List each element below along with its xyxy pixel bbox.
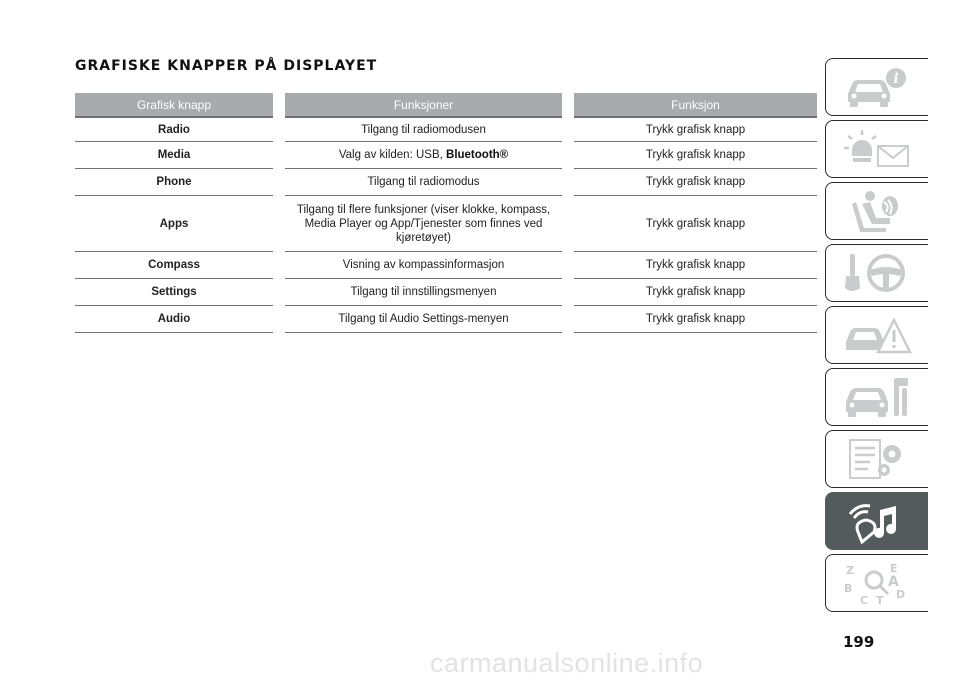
table-row (75, 196, 817, 252)
table-row (75, 169, 817, 196)
button-description: Tilgang til Audio Settings-menyen (285, 306, 562, 333)
page-number: 199 (843, 633, 875, 651)
button-function: Trykk grafisk knapp (574, 116, 817, 142)
chapter-tab-car-info[interactable] (825, 58, 928, 116)
button-description: Tilgang til flere funksjoner (viser klokke, kompass, Media Player og App/Tjenester som finnes ved kjøretøyet) (285, 196, 562, 252)
chapter-tab-safety[interactable] (825, 182, 928, 240)
button-name: Audio (75, 306, 273, 333)
column-header-graphic-button: Grafisk knapp (75, 93, 273, 116)
table-row (75, 142, 817, 169)
button-description: Tilgang til innstillingsmenyen (285, 279, 562, 306)
warning-lights-message-icon (840, 126, 914, 172)
button-function: Trykk grafisk knapp (574, 169, 817, 196)
table-row (75, 306, 817, 333)
table-header-row (75, 93, 817, 116)
chapter-tab-index[interactable] (825, 554, 928, 612)
alphabetical-index-icon (840, 560, 914, 606)
button-description: Tilgang til radiomodusen (285, 116, 562, 142)
watermark: carmanualsonline.info (430, 648, 704, 678)
svg-text:A: A (888, 574, 899, 590)
button-name: Compass (75, 252, 273, 279)
chapter-tab-warning-lights[interactable] (825, 120, 928, 178)
chapter-tab-emergency[interactable] (825, 306, 928, 364)
button-name: Radio (75, 116, 273, 142)
svg-text:T: T (876, 594, 884, 606)
button-function: Trykk grafisk knapp (574, 279, 817, 306)
chapter-tabs (825, 58, 928, 616)
breakdown-warning-triangle-icon (840, 312, 914, 358)
svg-text:Z: Z (846, 564, 854, 577)
column-header-functions: Funksjoner (285, 93, 562, 116)
table-row (75, 116, 817, 142)
svg-text:D: D (896, 588, 906, 601)
chapter-tab-multimedia[interactable] (825, 492, 928, 550)
button-function: Trykk grafisk knapp (574, 306, 817, 333)
key-steering-wheel-icon (840, 250, 914, 296)
chapter-tab-technical-data[interactable] (825, 430, 928, 488)
car-info-icon (840, 64, 914, 110)
button-description: Tilgang til radiomodus (285, 169, 562, 196)
technical-data-gears-icon (840, 436, 914, 482)
svg-text:i: i (893, 71, 899, 87)
table-row (75, 279, 817, 306)
bluetooth-label: Bluetooth® (446, 149, 509, 161)
button-name: Media (75, 142, 273, 169)
chapter-tab-starting-driving[interactable] (825, 244, 928, 302)
button-name: Apps (75, 196, 273, 252)
svg-text:C: C (860, 594, 869, 606)
svg-text:E: E (890, 562, 898, 575)
button-function: Trykk grafisk knapp (574, 252, 817, 279)
car-maintenance-tools-icon (840, 374, 914, 420)
button-name: Settings (75, 279, 273, 306)
seat-airbag-icon (840, 188, 914, 234)
chapter-tab-servicing[interactable] (825, 368, 928, 426)
column-header-function: Funksjon (574, 93, 817, 116)
table-row (75, 252, 817, 279)
button-function: Trykk grafisk knapp (574, 142, 817, 169)
graphic-buttons-table (75, 93, 817, 333)
multimedia-music-icon (840, 498, 914, 544)
section-title: GRAFISKE KNAPPER PÅ DISPLAYET (75, 58, 378, 74)
button-description: Valg av kilden: USB, Bluetooth® (285, 142, 562, 169)
button-name: Phone (75, 169, 273, 196)
button-description: Visning av kompassinformasjon (285, 252, 562, 279)
button-function: Trykk grafisk knapp (574, 196, 817, 252)
svg-text:B: B (844, 582, 853, 595)
